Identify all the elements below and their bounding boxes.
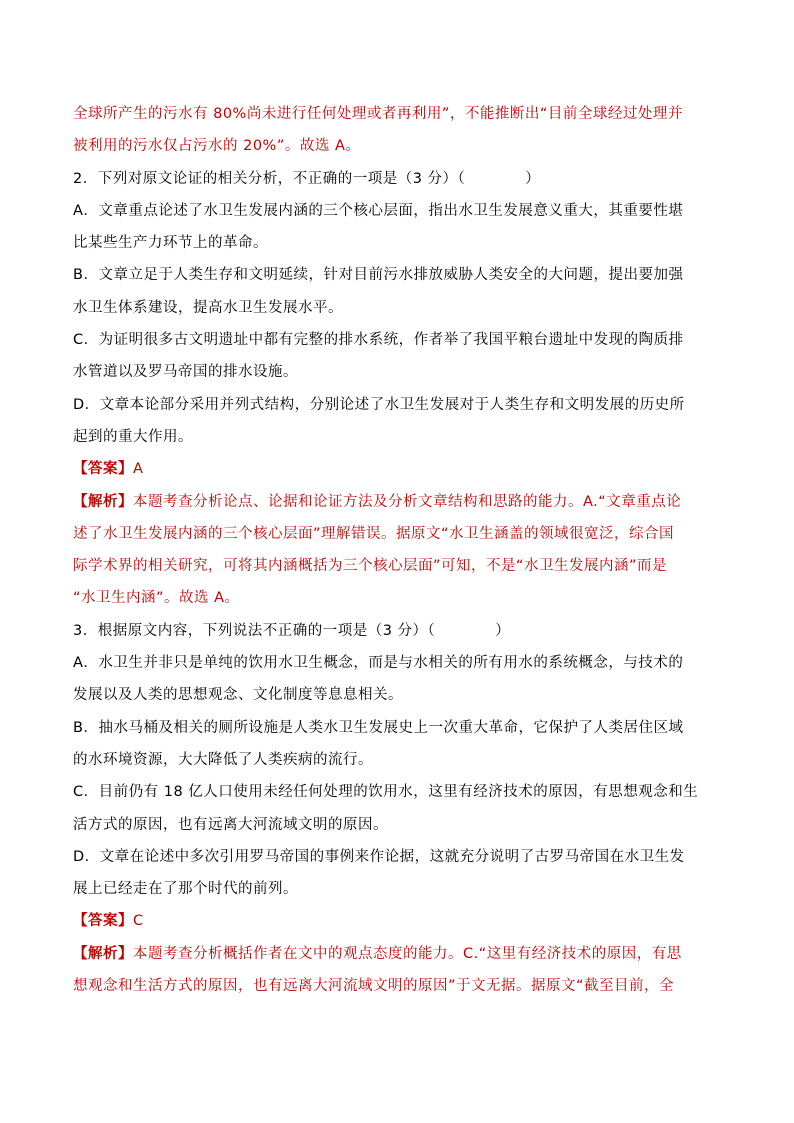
question-3-option-a: A．水卫生并非只是单纯的饮用水卫生概念，而是与水相关的所有用水的系统概念，与技术的 bbox=[73, 655, 684, 672]
question-3-option-b-cont: 的水环境资源，大大降低了人类疾病的流行。 bbox=[73, 751, 373, 768]
analysis-line: “水卫生内涵”。故选 A。 bbox=[73, 590, 240, 607]
question-3-option-a-cont: 发展以及人类的思想观念、文化制度等息息相关。 bbox=[73, 687, 403, 704]
question-2-option-c: C．为证明很多古文明遗址中都有完整的排水系统，作者举了我国平粮台遗址中发现的陶质排 bbox=[73, 332, 684, 349]
question-3-option-d: D．文章在论述中多次引用罗马帝国的事例来作论据，这就充分说明了古罗马帝国在水卫生发 bbox=[73, 848, 685, 865]
question-3-option-c: C．目前仍有 18 亿人口使用未经任何处理的饮用水，这里有经济技术的原因，有思想观念和生 bbox=[73, 784, 699, 801]
question-2-option-b-cont: 水卫生体系建设，提高水卫生发展水平。 bbox=[73, 299, 343, 316]
analysis-line: 全球所产生的污水有 80%尚未进行任何处理或者再利用”，不能推断出“目前全球经过处理并 bbox=[73, 106, 683, 122]
analysis-tag: 【解析】 bbox=[73, 945, 133, 962]
question-2-option-a: A．文章重点论述了水卫生发展内涵的三个核心层面，指出水卫生发展意义重大，其重要性堪 bbox=[73, 202, 684, 219]
question-2-analysis bbox=[73, 486, 723, 518]
analysis-line: 际学术界的相关研究，可将其内涵概括为三个核心层面”可知，不是“水卫生发展内涵”而是 bbox=[73, 558, 668, 575]
question-2-option-c-cont: 水管道以及罗马帝国的排水设施。 bbox=[73, 364, 298, 381]
answer-value: A bbox=[133, 461, 144, 478]
question-2-answer bbox=[73, 453, 723, 485]
answer-value: C bbox=[133, 913, 144, 930]
question-2-option-d: D．文章本论部分采用并列式结构，分别论述了水卫生发展对于人类生存和文明发展的历史所 bbox=[73, 396, 685, 413]
analysis-line: 被利用的污水仅占污水的 20%”。故选 A。 bbox=[73, 138, 361, 155]
analysis-line: 想观念和生活方式的原因，也有远离大河流域文明的原因”于文无据。据原文“截至目前，全 bbox=[73, 978, 675, 995]
question-3-answer bbox=[73, 905, 723, 937]
question-2-option-a-cont: 比某些生产力环节上的革命。 bbox=[73, 235, 268, 252]
question-3-option-c-cont: 活方式的原因，也有远离大河流域文明的原因。 bbox=[73, 816, 388, 833]
answer-tag: 【答案】 bbox=[73, 461, 133, 478]
analysis-tag: 【解析】 bbox=[73, 493, 133, 510]
analysis-text: 本题考查分析概括作者在文中的观点态度的能力。C.“这里有经济技术的原因，有思 bbox=[133, 945, 682, 962]
question-3-option-d-cont: 展上已经走在了那个时代的前列。 bbox=[73, 881, 298, 898]
question-3-option-b: B．抽水马桶及相关的厕所设施是人类水卫生发展史上一次重大革命，它保护了人类居住区域 bbox=[73, 719, 684, 736]
question-3-analysis bbox=[73, 938, 723, 970]
question-2-option-d-cont: 起到的重大作用。 bbox=[73, 428, 193, 445]
question-2-option-b: B．文章立足于人类生存和文明延续，针对目前污水排放威胁人类安全的大问题，提出要加强 bbox=[73, 267, 684, 284]
question-2-stem: 2．下列对原文论证的相关分析，不正确的一项是（3 分）（ ） bbox=[73, 170, 541, 187]
answer-tag: 【答案】 bbox=[73, 913, 133, 930]
analysis-line: 述了水卫生发展内涵的三个核心层面”理解错误。据原文“水卫生涵盖的领域很宽泛，综合国 bbox=[73, 525, 675, 542]
page-content bbox=[73, 98, 723, 1002]
question-3-stem: 3．根据原文内容，下列说法不正确的一项是（3 分）（ ） bbox=[73, 622, 511, 639]
analysis-text: 本题考查分析论点、论据和论证方法及分析文章结构和思路的能力。A.“文章重点论 bbox=[133, 493, 682, 510]
